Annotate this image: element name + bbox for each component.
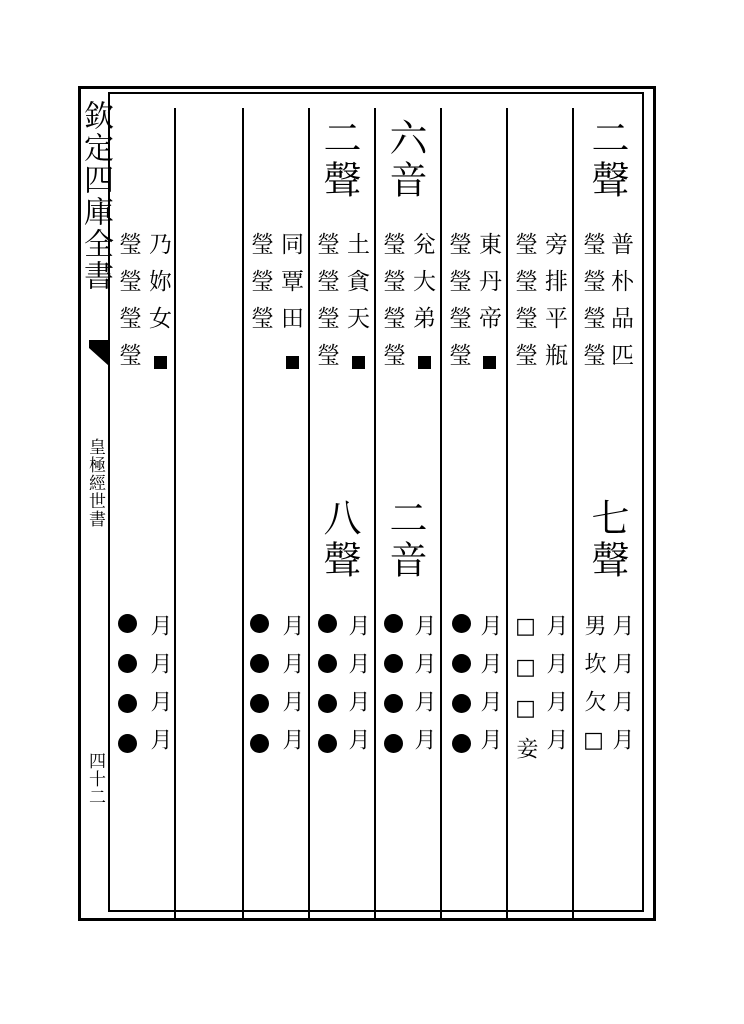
fold-mark-icon	[88, 338, 110, 368]
column-5-text-top: 土貪天	[343, 232, 369, 343]
column-5-lower-a: 月月月月	[345, 614, 370, 766]
column-rule	[242, 108, 244, 918]
column-1-lower-a: 月月月月	[609, 614, 634, 766]
column-rule	[440, 108, 442, 918]
column-4-heading: 六音	[383, 118, 427, 202]
column-2-text-top: 旁排平瓶	[541, 232, 567, 380]
column-5-heading-2: 八聲	[317, 498, 361, 582]
column-rule	[572, 108, 574, 918]
block-mark	[352, 354, 365, 373]
dot-column	[452, 614, 471, 774]
column-6-text-top: 同覃田	[277, 232, 303, 343]
column-4-text-bottom: 瑩瑩瑩瑩	[379, 232, 405, 380]
book-title: 欽定四庫全書	[78, 100, 113, 292]
column-rule	[506, 108, 508, 918]
column-4-heading-2: 二音	[383, 498, 427, 582]
column-5-text-bottom: 瑩瑩瑩瑩	[313, 232, 339, 380]
column-6-text-bottom: 瑩瑩瑩	[247, 232, 273, 343]
column-3-text-bottom: 瑩瑩瑩瑩	[445, 232, 471, 380]
column-1-heading-2: 七聲	[585, 498, 629, 582]
column-6-lower-a: 月月月月	[279, 614, 304, 766]
block-mark	[154, 354, 167, 373]
column-2-text-bottom: 瑩瑩瑩瑩	[511, 232, 537, 380]
column-3-text-top: 東丹帝	[475, 232, 501, 343]
block-mark	[418, 354, 431, 373]
column-1-lower-b: 男坎欠□	[581, 614, 606, 769]
column-rule	[174, 108, 176, 918]
dot-column	[118, 614, 137, 774]
column-2-lower-b: □□□妾	[513, 614, 538, 775]
block-mark	[483, 354, 496, 373]
column-1-heading: 二聲	[585, 118, 629, 202]
dot-column	[318, 614, 337, 774]
dot-column	[384, 614, 403, 774]
column-1-text-bottom: 瑩瑩瑩瑩	[579, 232, 605, 380]
column-rule	[374, 108, 376, 918]
dot-column	[250, 614, 269, 774]
page-frame-inner	[108, 92, 644, 912]
column-7-text-top: 乃妳女	[145, 232, 171, 343]
column-1-text-top: 普朴品匹	[607, 232, 633, 380]
column-2-lower-a: 月月月月	[543, 614, 568, 766]
page-number: 四十二	[85, 752, 105, 806]
column-3-lower-a: 月月月月	[477, 614, 502, 766]
block-mark	[286, 354, 299, 373]
column-7-lower-a: 月月月月	[147, 614, 172, 766]
column-7-text-bottom: 瑩瑩瑩瑩	[115, 232, 141, 380]
column-5-heading: 二聲	[317, 118, 361, 202]
column-4-text-top: 兊大弟	[409, 232, 435, 343]
column-4-lower-a: 月月月月	[411, 614, 436, 766]
section-title: 皇極經世書	[85, 438, 105, 528]
column-rule	[308, 108, 310, 918]
